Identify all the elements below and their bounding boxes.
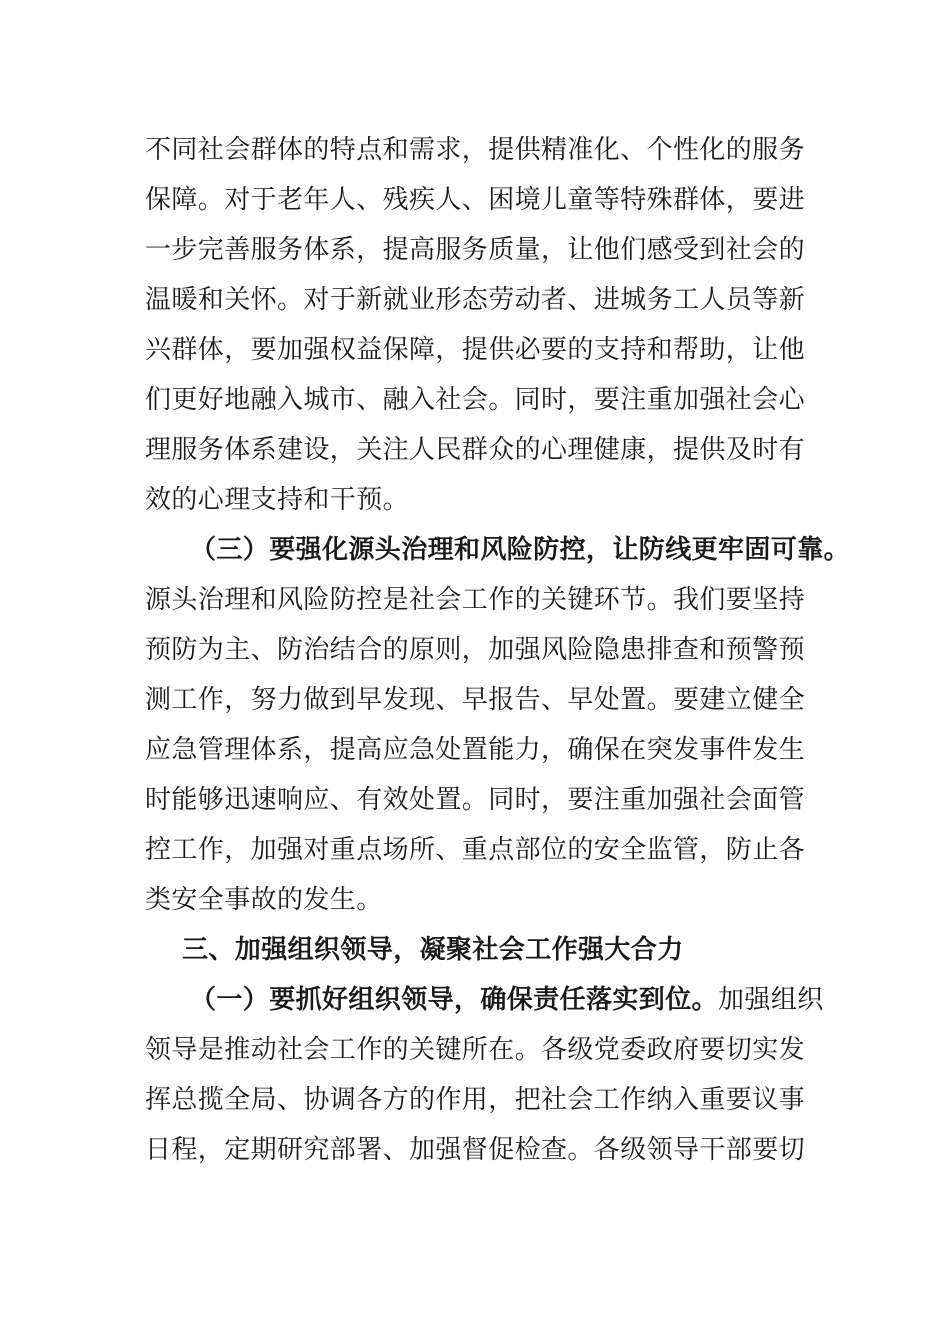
body-text-inline: 加强组织 bbox=[718, 985, 824, 1015]
subsection-heading: （三）要强化源头治理和风险防控，让防线更牢固可靠。 bbox=[190, 535, 851, 565]
body-text-line: 应急管理体系，提高应急处置能力，确保在突发事件发生 bbox=[145, 735, 806, 765]
subsection-line bbox=[190, 983, 910, 1017]
body-text-line: 控工作，加强对重点场所、重点部位的安全监管，防止各 bbox=[145, 835, 806, 865]
body-text-line: 温暖和关怀。对于新就业形态劳动者、进城务工人员等新 bbox=[145, 285, 806, 315]
body-text-line: 测工作，努力做到早发现、早报告、早处置。要建立健全 bbox=[145, 685, 806, 715]
body-text-line: 效的心理支持和干预。 bbox=[145, 485, 410, 515]
body-text-line: 时能够迅速响应、有效处置。同时，要注重加强社会面管 bbox=[145, 785, 806, 815]
body-text-line: 们更好地融入城市、融入社会。同时，要注重加强社会心 bbox=[145, 385, 806, 415]
body-text-line: 源头治理和风险防控是社会工作的关键环节。我们要坚持 bbox=[145, 585, 806, 615]
subsection-heading: （一）要抓好组织领导，确保责任落实到位。 bbox=[190, 985, 719, 1015]
body-text-line: 挥总揽全局、协调各方的作用，把社会工作纳入重要议事 bbox=[145, 1085, 806, 1115]
body-text-line: 兴群体，要加强权益保障，提供必要的支持和帮助，让他 bbox=[145, 335, 806, 365]
body-text-line: 领导是推动社会工作的关键所在。各级党委政府要切实发 bbox=[145, 1035, 806, 1065]
body-text-line: 理服务体系建设，关注人民群众的心理健康，提供及时有 bbox=[145, 435, 806, 465]
body-text-line: 日程，定期研究部署、加强督促检查。各级领导干部要切 bbox=[145, 1135, 806, 1165]
section-heading: 三、加强组织领导，凝聚社会工作强大合力 bbox=[182, 935, 684, 965]
body-text-line: 类安全事故的发生。 bbox=[145, 885, 383, 915]
body-text-line: 一步完善服务体系，提高服务质量，让他们感受到社会的 bbox=[145, 235, 806, 265]
body-text-line: 不同社会群体的特点和需求，提供精准化、个性化的服务 bbox=[145, 135, 806, 165]
body-text-line: 保障。对于老年人、残疾人、困境儿童等特殊群体，要进 bbox=[145, 185, 806, 215]
body-text-line: 预防为主、防治结合的原则，加强风险隐患排查和预警预 bbox=[145, 635, 806, 665]
